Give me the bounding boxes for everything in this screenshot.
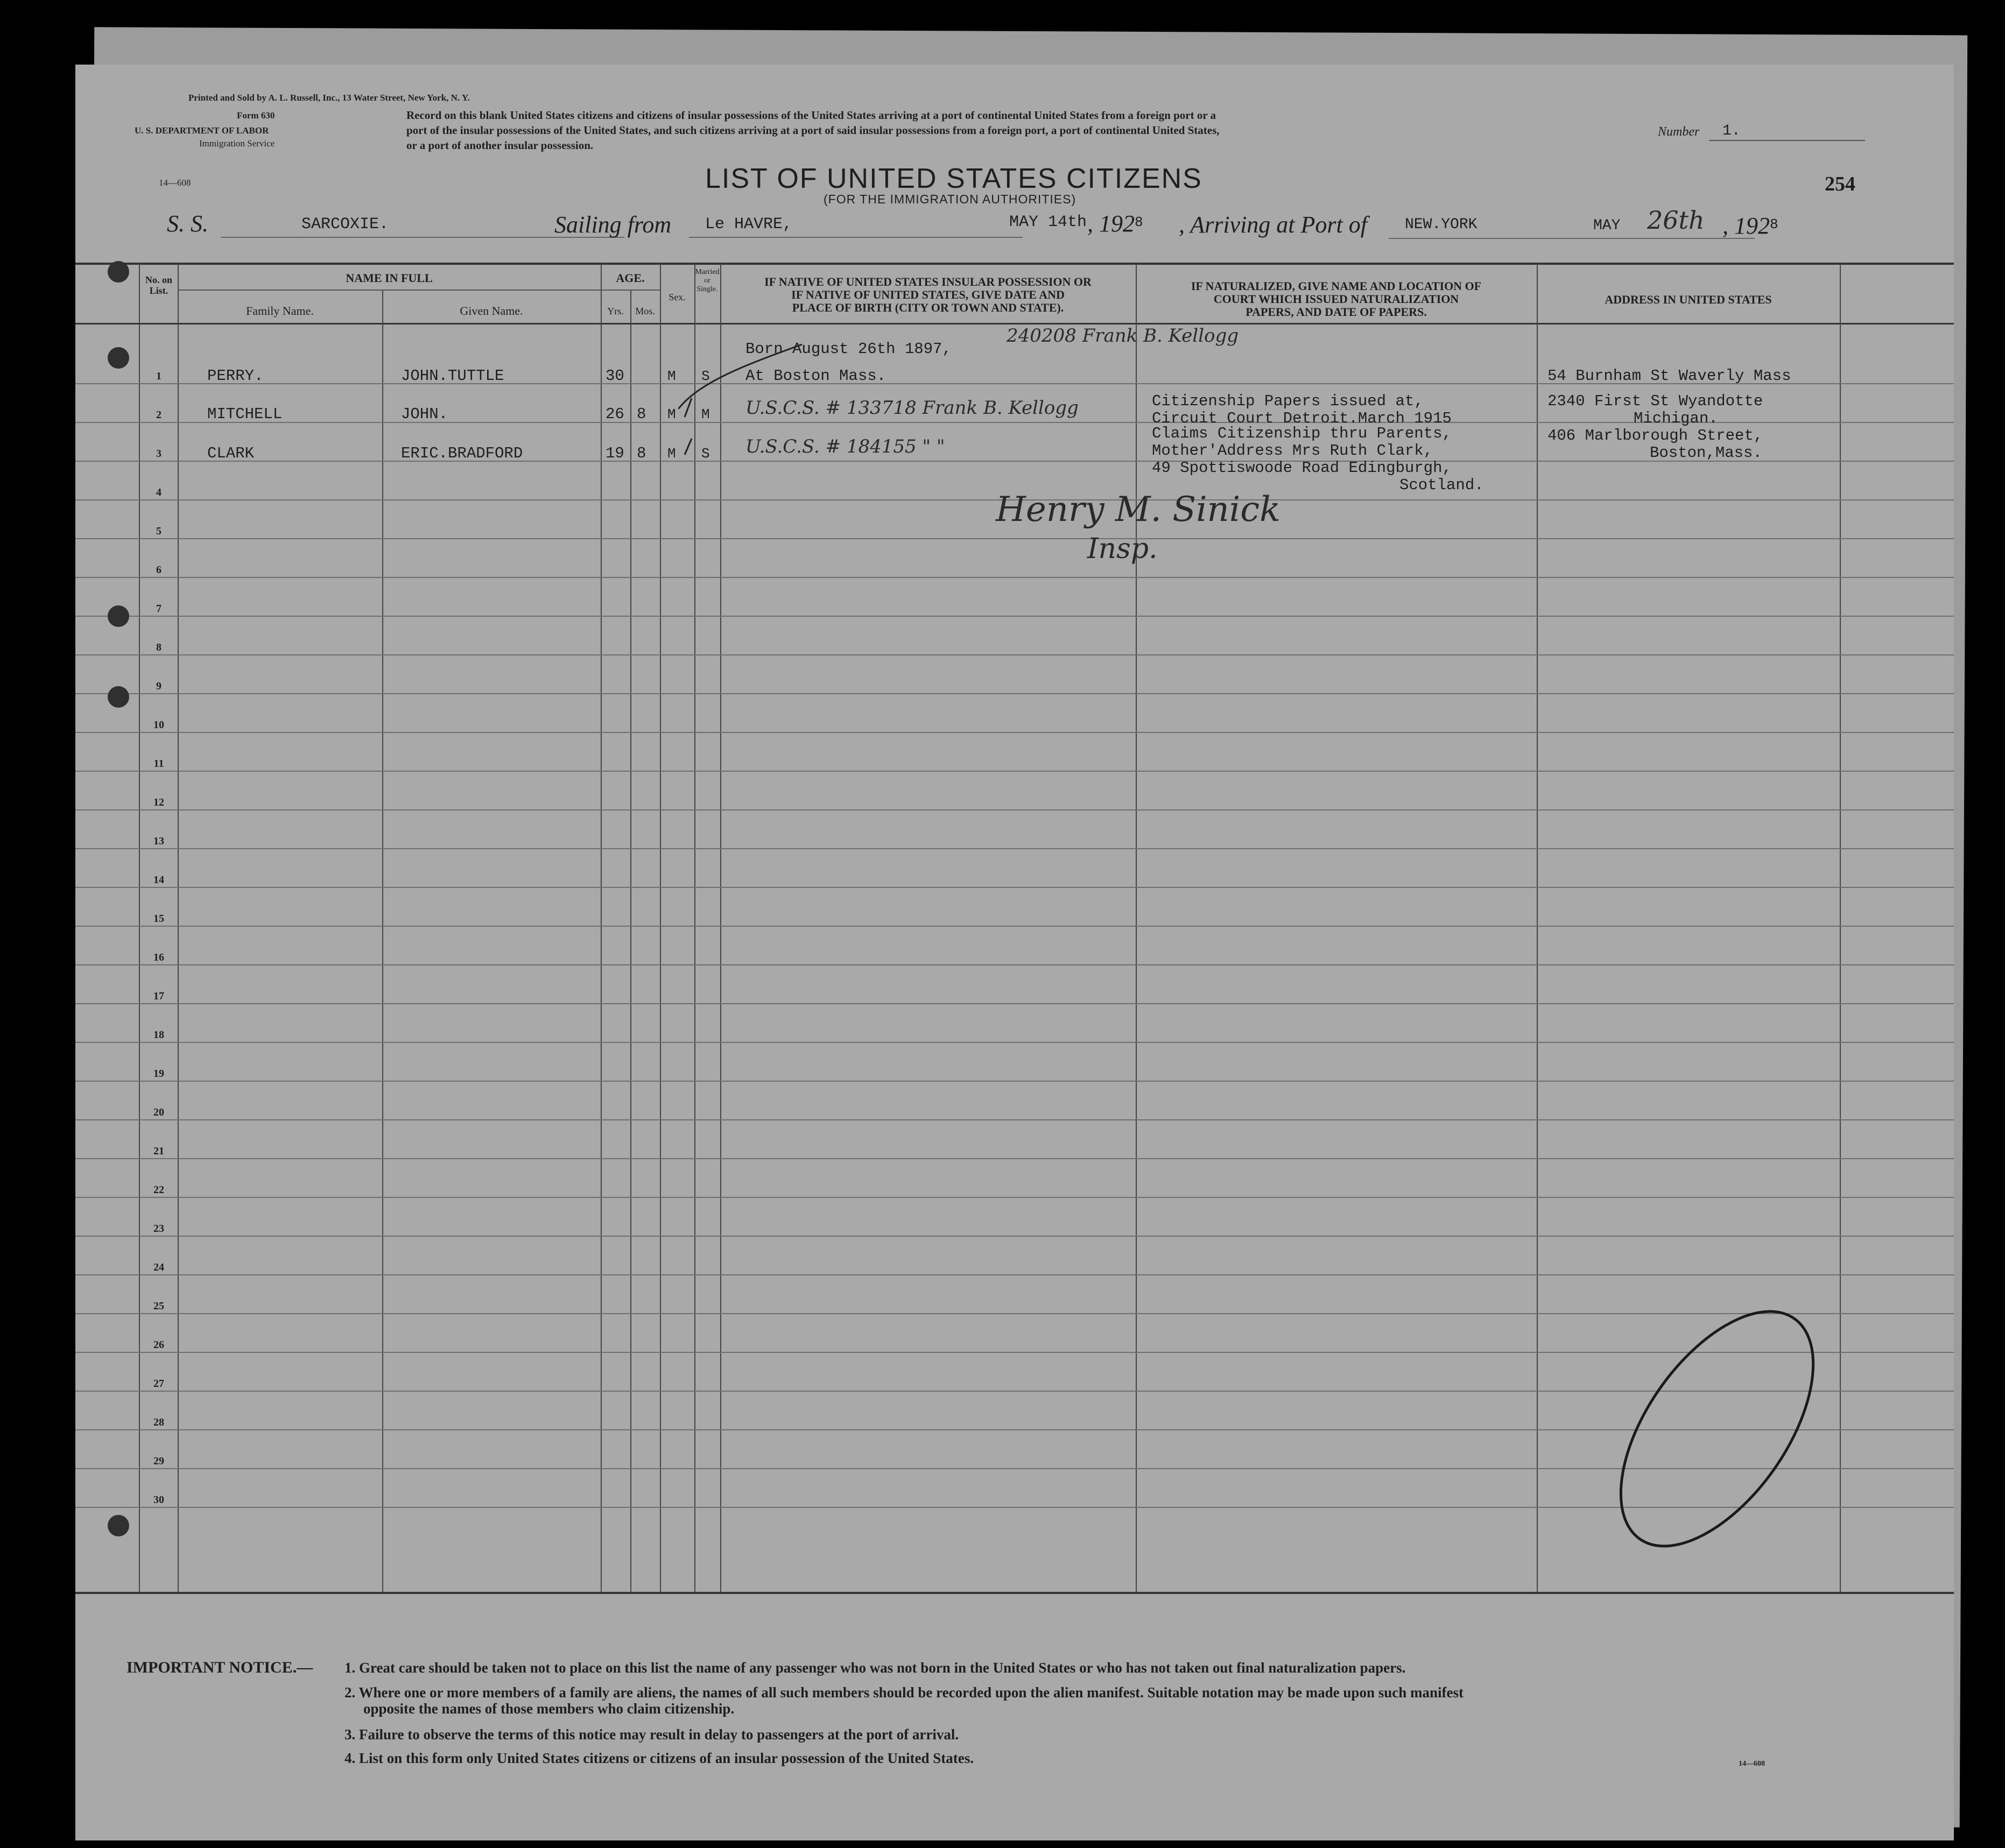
row2-sex: M	[667, 406, 676, 422]
number-value: 1.	[1722, 123, 1741, 139]
row-number: 1	[156, 370, 161, 382]
row-rule	[75, 964, 1954, 965]
notice-label: IMPORTANT NOTICE.—	[126, 1659, 313, 1676]
footer-form-code: 14—608	[1739, 1760, 1765, 1768]
row1-given-name: JOHN.TUTTLE	[401, 367, 504, 385]
arrival-underline	[1389, 238, 1755, 239]
row1-family-name: PERRY.	[207, 367, 264, 385]
row-number: 14	[153, 874, 164, 886]
row-rule	[75, 1119, 1954, 1120]
row-number: 13	[153, 835, 164, 847]
check-mark-row1	[678, 344, 802, 409]
row2-naturalization	[1152, 393, 1452, 427]
row-rule	[75, 538, 1954, 539]
inspector-title: Insp.	[1087, 533, 1158, 565]
header-naturalized	[1136, 280, 1537, 319]
header-naturalized-line-2: COURT WHICH ISSUED NATURALIZATION	[1213, 292, 1459, 306]
instruction-line-3: or a port of another insular possession.	[406, 139, 594, 152]
col-divider-yrs	[601, 264, 602, 1593]
header-native-line-2: IF NATIVE OF UNITED STATES, GIVE DATE AND	[791, 288, 1065, 301]
row-rule	[75, 1274, 1954, 1275]
row-rule	[75, 809, 1954, 810]
row3-naturalization-line-4: Scotland.	[1399, 476, 1484, 494]
row-number: 29	[153, 1455, 164, 1467]
col-divider-mos	[630, 291, 631, 1593]
manifest-page: Printed and Sold by A. L. Russell, Inc., 13 Water Street, New York, N. Y. Form 630 U. S. DEPARTMENT OF LABOR Immigration Service 14—608 Record on this blank United States citizens and citizens of insular possessions of the United States arriving at a port of continental United States from a foreign port or a port of the insular possessions of the United States, and such citizens arriving at a port of said insular possessions from a foreign port, a port of continental United States, or a port of another insular possession. Number 1. 254 LIST OF UNITED STATES CITIZENS (FOR THE IMMIGRATION AUTHORITIES) S. S. SARCOXIE. Sailing from Le HAVRE, MAY 14th , $192^8$ , Arriving at Port of NEW.YORK MAY 26th , $192^8$ No. on List. NAME IN FULL Family Name. Given Name. AGE. Yrs. Mos. Sex. Married or Single. IF NATIVE OF UNITED STATES INSULAR POSSESSION OR IF NATIVE OF UNITED STATES, GIVE DATE AND PLACE OF BIRTH (CITY OR TOWN AND STATE). IF NATURALIZED, GIVE NAME AND LOCATION OF COURT WHICH ISSUED NATURALIZATION PAPERS, AND DATE OF PAPERS. ADDRESS IN UNITED STATES 1 2 3 4 5 6 7 8 9 10 11 12 13 14 15 16 17 18 19 20 21 22 23 24 25 26 27 28 29 30 PERRY. JOHN.TUTTLE 30 M S Born August 26th 1897, At Boston Mass. 240208 Frank B. Kellogg 54 Burnham St Waverly Mass MITCHELL JOHN. 26 8 M M U.S.C.S. # 133718 Frank B. Kellogg Citizenship Papers issued at, Circuit Court Detroit.March 1915 2340 First St Wyandotte Michigan. CLARK ERIC.BRADFORD 19 8 M S U.S.C.S. # 184155 " " Claims Citizenship thru Parents, Mother'Address Mrs Ruth Clark, 49 Spottiswoode Road Edingburgh, Scotland. 406 Marlborough Street, Boston,Mass. Henry M. Sinick Insp. IMPORTANT NOTICE.— 1. Great care should be taken not to place on this list the name of any passenger who was not born in the United States or who has not taken out final naturalization papers. 2. Where one or more members of a family are aliens, the names of all such members should be recorded upon the alien manifest. Suitable notation may be made upon such manifest opposite the names of those members who claim citizenship. 3. Failure to observe the terms of this notice may result in delay to passengers at the port of arrival. 4. List on this form only United States citizens or citizens of an insular possession of the United States. 14—608	[75, 65, 1954, 1840]
row3-naturalization	[1152, 425, 1484, 494]
row2-address-line-2: Michigan.	[1634, 410, 1718, 427]
row3-married: S	[701, 446, 710, 462]
row-rule	[75, 1158, 1954, 1159]
arrival-year-prefix: 192	[1734, 213, 1770, 239]
binder-hole	[108, 1515, 129, 1536]
row-number: 30	[153, 1494, 164, 1506]
row-rule	[75, 848, 1954, 849]
ship-name: SARCOXIE.	[301, 215, 389, 234]
row2-address	[1547, 393, 1763, 427]
header-mos: Mos.	[635, 306, 655, 316]
header-address: ADDRESS IN UNITED STATES	[1605, 293, 1772, 306]
col-divider-no	[139, 264, 140, 1593]
header-naturalized-line-3: PAPERS, AND DATE OF PAPERS.	[1246, 305, 1427, 319]
row3-address	[1547, 427, 1763, 462]
row2-handwritten-note: U.S.C.S. # 133718 Frank B. Kellogg	[745, 397, 1079, 419]
instruction-line-1: Record on this blank United States citizens and citizens of insular possessions of the United States arriving at a port of continental United States from a foreign port or a	[406, 109, 1216, 122]
department: U. S. DEPARTMENT OF LABOR	[135, 125, 269, 136]
form-subtitle: (FOR THE IMMIGRATION AUTHORITIES)	[824, 192, 1077, 206]
row3-given-name: ERIC.BRADFORD	[401, 445, 523, 462]
row-number: 16	[153, 951, 164, 963]
notice-item-2-cont: opposite the names of those members who claim citizenship.	[363, 1701, 735, 1717]
table-bottom-border	[75, 1592, 1954, 1594]
notice-item-1: 1. Great care should be taken not to place on this list the name of any passenger who was not born in the United States or who has not taken out final naturalization papers.	[344, 1660, 1406, 1676]
row-rule	[75, 926, 1954, 927]
row-rule	[75, 732, 1954, 733]
row3-years: 19	[606, 445, 624, 462]
sail-year: 8	[1135, 214, 1143, 230]
row1-sex: M	[667, 368, 676, 384]
row1-birthplace: At Boston Mass.	[745, 367, 887, 385]
arriving-label: , Arriving at Port of	[1179, 211, 1367, 238]
header-family-name: Family Name.	[246, 304, 314, 318]
col-divider-given	[382, 291, 383, 1593]
header-native-line-3: PLACE OF BIRTH (CITY OR TOWN AND STATE).	[792, 301, 1064, 314]
number-underline	[1709, 140, 1865, 141]
row-number: 17	[153, 990, 164, 1002]
col-divider-sex	[660, 264, 661, 1593]
header-no-on-list: No. on List.	[145, 274, 172, 296]
binder-hole	[108, 261, 129, 283]
age-header-divider	[601, 290, 660, 291]
arrival-date-typed: MAY	[1593, 217, 1621, 234]
check-marks	[678, 334, 861, 468]
row-number: 4	[156, 486, 161, 498]
row3-sex: M	[667, 446, 676, 462]
header-age: AGE.	[616, 271, 645, 285]
check-mark-row3	[685, 439, 692, 455]
row1-handwritten-note: 240208 Frank B. Kellogg	[1007, 325, 1239, 347]
port-underline	[689, 237, 1023, 238]
row-number: 2	[156, 409, 161, 421]
header-native	[720, 276, 1136, 314]
row-rule	[75, 1197, 1954, 1198]
departure-port: Le HAVRE,	[705, 215, 793, 234]
row-number: 24	[153, 1261, 164, 1273]
row-number: 8	[156, 641, 161, 653]
sail-year-prefix: 192	[1099, 210, 1135, 237]
row3-naturalization-line-2: Mother'Address Mrs Ruth Clark,	[1152, 442, 1433, 460]
number-label: Number	[1658, 125, 1700, 139]
row3-handwritten-note: U.S.C.S. # 184155 " "	[745, 436, 945, 457]
row-number: 19	[153, 1068, 164, 1080]
row-number: 27	[153, 1378, 164, 1389]
row-number: 11	[153, 758, 164, 770]
row-number: 3	[156, 448, 161, 460]
row-rule	[75, 616, 1954, 617]
row1-married: S	[701, 368, 710, 384]
page-number: 254	[1825, 173, 1855, 195]
service: Immigration Service	[199, 138, 275, 149]
form-code: 14—608	[159, 178, 191, 188]
ss-label: S. S.	[167, 210, 208, 237]
row-number: 12	[153, 796, 164, 808]
row2-months: 8	[637, 405, 646, 423]
instruction-line-2: port of the insular possessions of the United States, and such citizens arriving at a port of said insular possessions from a foreign port, a port of continental United States,	[406, 124, 1220, 137]
col-divider-naturalized	[1136, 264, 1137, 1593]
row2-family-name: MITCHELL	[207, 405, 283, 423]
row-number: 21	[153, 1145, 164, 1157]
binder-hole	[108, 686, 129, 708]
row-number: 5	[156, 525, 161, 537]
row-number: 25	[153, 1300, 164, 1312]
row3-naturalization-line-1: Claims Citizenship thru Parents,	[1152, 425, 1452, 442]
row-rule	[75, 654, 1954, 655]
row-number: 26	[153, 1339, 164, 1351]
row2-years: 26	[606, 405, 624, 423]
form-title: LIST OF UNITED STATES CITIZENS	[705, 163, 1202, 194]
row2-naturalization-line-2: Circuit Court Detroit.March 1915	[1152, 410, 1452, 427]
sailing-date: MAY 14th	[1009, 213, 1087, 231]
row1-address: 54 Burnham St Waverly Mass	[1547, 367, 1791, 385]
arrival-year: 8	[1770, 216, 1778, 232]
row-number: 15	[153, 913, 164, 925]
row-number: 9	[156, 680, 161, 692]
row1-born: Born August 26th 1897,	[745, 340, 952, 358]
row2-married: M	[701, 406, 710, 422]
row2-given-name: JOHN.	[401, 405, 448, 423]
row-rule	[75, 577, 1954, 578]
row2-address-line-1: 2340 First St Wyandotte	[1547, 392, 1763, 410]
row-number: 23	[153, 1223, 164, 1235]
row-number: 28	[153, 1416, 164, 1428]
row-number: 18	[153, 1029, 164, 1041]
row1-years: 30	[606, 367, 624, 385]
name-header-divider	[178, 290, 601, 291]
arrival-day-handwritten: 26th	[1647, 206, 1705, 235]
row-number: 7	[156, 603, 161, 615]
header-married-single: Married or Single.	[695, 268, 720, 293]
binder-hole	[108, 605, 129, 627]
notice-item-4: 4. List on this form only United States citizens or citizens of an insular possession of the United States.	[344, 1750, 974, 1766]
header-given-name: Given Name.	[460, 304, 523, 318]
inspector-signature: Henry M. Sinick	[996, 490, 1281, 530]
row-rule	[75, 887, 1954, 888]
header-yrs: Yrs.	[607, 306, 624, 316]
row-number: 6	[156, 564, 161, 576]
binder-hole	[108, 347, 129, 369]
arrival-port: NEW.YORK	[1405, 216, 1478, 233]
row-rule	[75, 771, 1954, 772]
table-top-border	[75, 263, 1954, 265]
row-rule	[75, 1081, 1954, 1082]
row-rule	[75, 1236, 1954, 1237]
row-number: 10	[153, 719, 164, 731]
sailing-from-label: Sailing from	[554, 211, 672, 238]
row3-address-line-2: Boston,Mass.	[1650, 444, 1762, 462]
row3-family-name: CLARK	[207, 445, 255, 462]
row2-naturalization-line-1: Citizenship Papers issued at,	[1152, 392, 1424, 410]
row-rule	[75, 1003, 1954, 1004]
row-number: 22	[153, 1184, 164, 1196]
hand-drawn-oval	[1534, 1286, 1900, 1577]
row3-months: 8	[637, 445, 646, 462]
notice-item-2: 2. Where one or more members of a family are aliens, the names of all such members should be recorded upon the alien manifest. Suitable notation may be made upon such manifest	[344, 1684, 1464, 1701]
col-divider-family	[178, 264, 179, 1593]
notice-item-3: 3. Failure to observe the terms of this notice may result in delay to passengers at the port of arrival.	[344, 1726, 959, 1743]
header-name-in-full: NAME IN FULL	[346, 271, 433, 285]
row3-address-line-1: 406 Marlborough Street,	[1547, 427, 1763, 445]
row3-naturalization-line-3: 49 Spottiswoode Road Edingburgh,	[1152, 459, 1452, 477]
row-rule	[75, 693, 1954, 694]
form-number: Form 630	[237, 110, 275, 121]
header-naturalized-line-1: IF NATURALIZED, GIVE NAME AND LOCATION OF	[1191, 279, 1482, 293]
row-number: 20	[153, 1106, 164, 1118]
row-rule	[75, 1042, 1954, 1043]
header-native-line-1: IF NATIVE OF UNITED STATES INSULAR POSSESSION OR	[764, 275, 1092, 288]
printer-line: Printed and Sold by A. L. Russell, Inc., 13 Water Street, New York, N. Y.	[188, 93, 470, 103]
header-sex: Sex.	[669, 292, 686, 302]
header-bottom-border	[75, 323, 1954, 325]
